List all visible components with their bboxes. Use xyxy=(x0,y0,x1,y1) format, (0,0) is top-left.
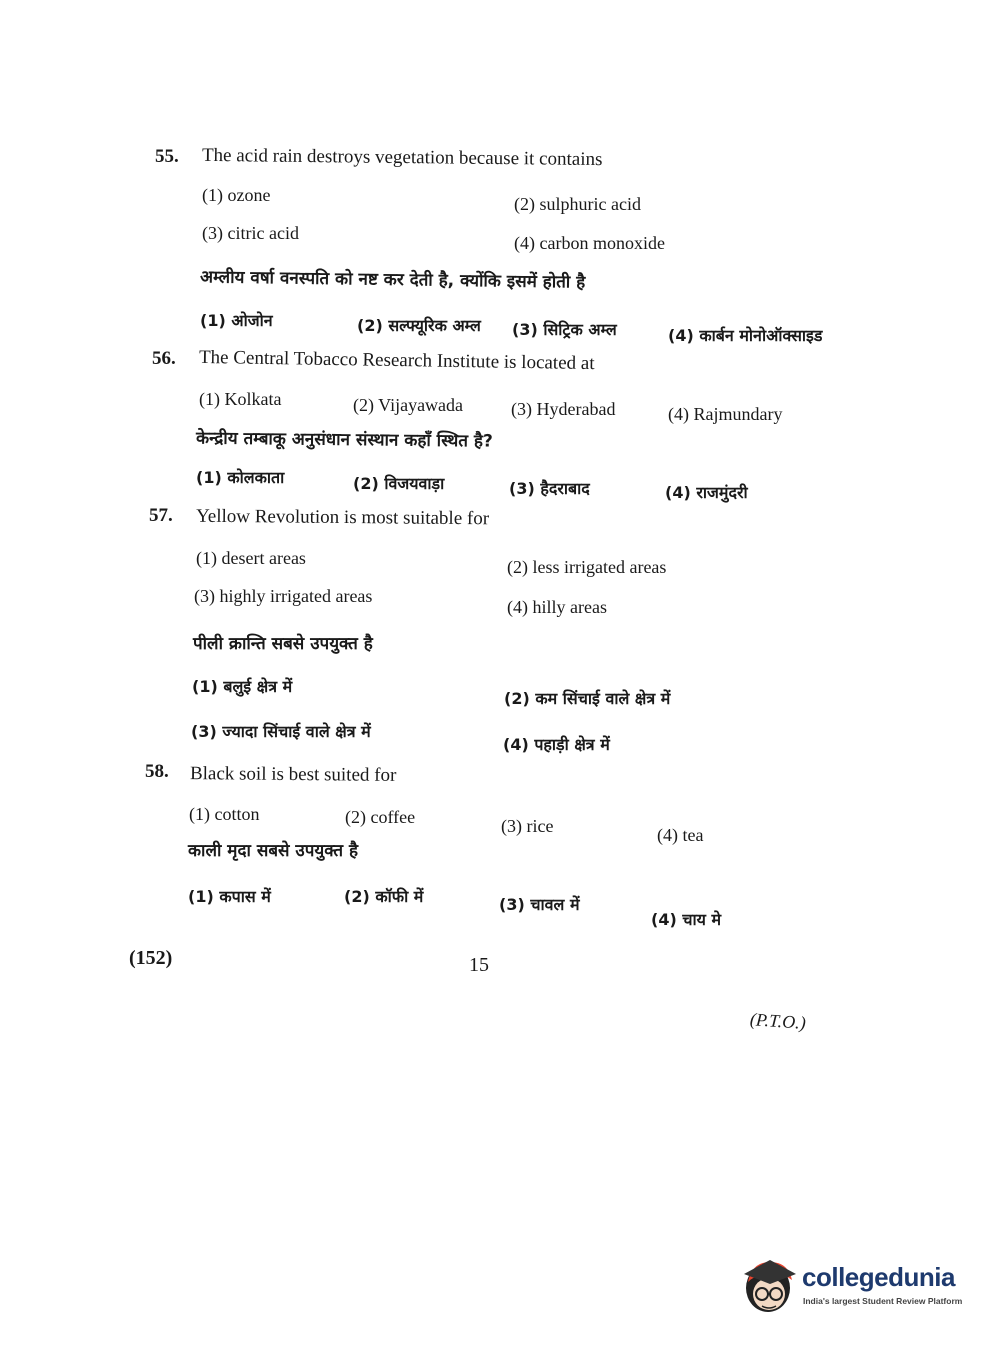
option: (1) desert areas xyxy=(196,548,306,568)
page-number: 15 xyxy=(469,954,489,976)
question-number: 56. xyxy=(152,348,176,369)
option: (3) rice xyxy=(501,816,554,836)
option: (4) Rajmundary xyxy=(668,404,783,424)
option-hindi: (2) कॉफी में xyxy=(344,887,424,906)
option-hindi: (4) पहाड़ी क्षेत्र में xyxy=(503,735,610,754)
paper-code: (152) xyxy=(129,947,173,969)
option: (4) carbon monoxide xyxy=(514,233,665,253)
question-text: Yellow Revolution is most suitable for xyxy=(195,505,490,530)
question-text-hindi: पीली क्रान्ति सबसे उपयुक्त है xyxy=(193,634,373,654)
pto-note: (P.T.O.) xyxy=(749,1009,807,1033)
option: (1) ozone xyxy=(202,185,271,205)
option: (3) citric acid xyxy=(202,223,299,243)
option-hindi: (2) कम सिंचाई वाले क्षेत्र में xyxy=(504,689,671,708)
option-hindi: (4) चाय मे xyxy=(651,910,722,929)
option: (1) Kolkata xyxy=(199,389,282,409)
question-text-hindi: केन्द्रीय तम्बाकू अनुसंधान संस्थान कहाँ स्थित है? xyxy=(195,428,493,452)
mascot-icon xyxy=(742,1254,800,1318)
option-hindi: (3) हैदराबाद xyxy=(509,479,590,498)
option: (2) sulphuric acid xyxy=(514,194,641,214)
option-hindi: (3) सिट्रिक अम्ल xyxy=(512,320,617,339)
question-text-hindi: काली मृदा सबसे उपयुक्त है xyxy=(188,841,359,861)
option-hindi: (4) राजमुंदरी xyxy=(665,483,748,502)
option: (2) less irrigated areas xyxy=(507,557,667,577)
option-hindi: (3) चावल में xyxy=(499,895,580,914)
question-text: The Central Tobacco Research Institute is located at xyxy=(198,346,595,375)
option: (2) Vijayawada xyxy=(353,395,464,415)
option-hindi: (2) सल्फ्यूरिक अम्ल xyxy=(357,316,481,335)
option-hindi: (4) कार्बन मोनोऑक्साइड xyxy=(668,326,823,345)
option: (1) cotton xyxy=(189,804,260,824)
option: (4) tea xyxy=(657,825,704,845)
option-hindi: (1) बलुई क्षेत्र में xyxy=(192,677,293,696)
option: (3) highly irrigated areas xyxy=(194,586,373,606)
option-hindi: (3) ज्यादा सिंचाई वाले क्षेत्र में xyxy=(191,722,371,741)
question-number: 57. xyxy=(149,505,173,526)
option: (2) coffee xyxy=(345,807,416,827)
collegedunia-logo xyxy=(742,1254,972,1318)
option: (4) hilly areas xyxy=(507,597,607,617)
question-text: Black soil is best suited for xyxy=(189,763,397,786)
option-hindi: (1) कपास में xyxy=(188,887,271,906)
option-hindi: (1) ओजोन xyxy=(200,311,273,330)
question-number: 55. xyxy=(155,146,179,167)
option: (3) Hyderabad xyxy=(511,399,616,419)
logo-tagline: India's largest Student Review Platform xyxy=(803,1296,963,1306)
option-hindi: (2) विजयवाड़ा xyxy=(353,474,445,493)
question-number: 58. xyxy=(145,761,169,782)
option-hindi: (1) कोलकाता xyxy=(196,468,285,487)
logo-name: collegedunia xyxy=(802,1262,955,1292)
question-text-hindi: अम्लीय वर्षा वनस्पति को नष्ट कर देती है, क्योंकि इसमें होती है xyxy=(199,267,586,293)
question-text: The acid rain destroys vegetation because it contains xyxy=(201,144,603,171)
